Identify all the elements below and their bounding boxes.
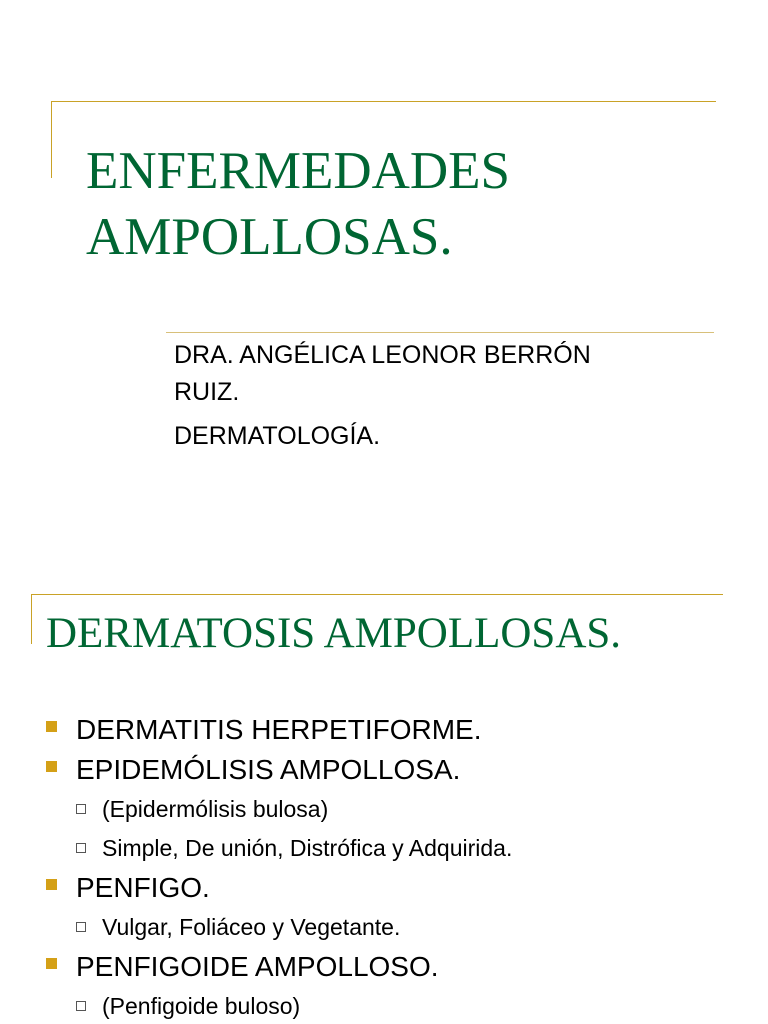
- sub-list: [76, 790, 746, 868]
- slide1-title: [86, 138, 510, 270]
- title-frame-top-line: [31, 594, 723, 595]
- subtitle-divider-line: [166, 332, 714, 333]
- square-bullet-icon: [46, 761, 57, 772]
- sub-list-item: [76, 987, 746, 1024]
- hollow-square-bullet-icon: [76, 843, 86, 853]
- slide1-title-line2: AMPOLLOSAS.: [86, 208, 453, 266]
- sub-list-item-label: Simple, De unión, Distrófica y Adquirida.: [102, 835, 513, 861]
- square-bullet-icon: [46, 721, 57, 732]
- list-item: [46, 947, 746, 1024]
- author-name-line2: RUIZ.: [174, 378, 240, 406]
- list-item-label: DERMATITIS HERPETIFORME.: [76, 714, 482, 745]
- specialty-label: DERMATOLOGÍA.: [174, 422, 381, 450]
- author-name-line1: DRA. ANGÉLICA LEONOR BERRÓN: [174, 341, 591, 369]
- slide-content: [0, 570, 768, 1024]
- title-frame-left-line: [51, 101, 52, 178]
- list-item-label: PENFIGOIDE AMPOLLOSO.: [76, 951, 439, 982]
- bullet-list: [46, 710, 746, 1024]
- sub-list-item: [76, 908, 746, 947]
- square-bullet-icon: [46, 879, 57, 890]
- sub-list-item-label: (Penfigoide buloso): [102, 993, 301, 1019]
- sub-list-item: [76, 829, 746, 868]
- slide2-title: DERMATOSIS AMPOLLOSAS.: [46, 610, 622, 657]
- slide1-title-line1: ENFERMEDADES: [86, 142, 511, 200]
- title-frame-left-line: [31, 594, 32, 644]
- list-item-label: PENFIGO.: [76, 872, 210, 903]
- title-frame-top-line: [51, 101, 716, 102]
- sub-list: [76, 908, 746, 947]
- square-bullet-icon: [46, 958, 57, 969]
- list-item: [46, 750, 746, 868]
- list-item: [46, 868, 746, 947]
- hollow-square-bullet-icon: [76, 922, 86, 932]
- hollow-square-bullet-icon: [76, 1001, 86, 1011]
- list-item-label: EPIDEMÓLISIS AMPOLLOSA.: [76, 754, 461, 785]
- hollow-square-bullet-icon: [76, 804, 86, 814]
- sub-list: [76, 987, 746, 1024]
- sub-list-item-label: Vulgar, Foliáceo y Vegetante.: [102, 914, 401, 940]
- list-item: [46, 710, 746, 750]
- sub-list-item: [76, 790, 746, 829]
- sub-list-item-label: (Epidermólisis bulosa): [102, 796, 329, 822]
